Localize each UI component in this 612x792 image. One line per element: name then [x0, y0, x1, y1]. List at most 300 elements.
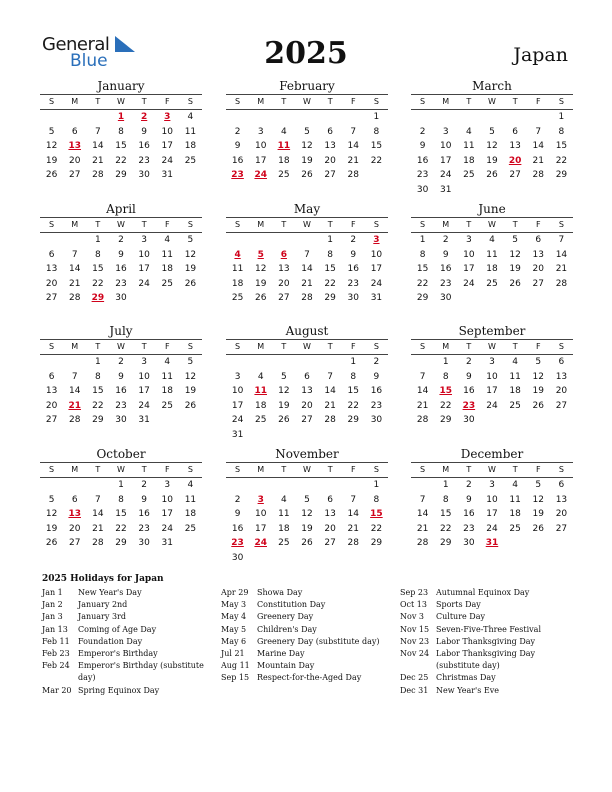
day: 16	[115, 386, 127, 397]
weekday-label: W	[488, 465, 496, 474]
holiday-name: January 3rd	[78, 612, 126, 622]
day: 17	[254, 523, 267, 534]
day: 27	[324, 170, 336, 181]
holiday-date: Dec 31	[400, 685, 429, 695]
weekday-label: W	[488, 342, 496, 351]
day: 22	[324, 278, 336, 289]
day: 20	[555, 509, 568, 520]
day: 16	[138, 141, 150, 152]
day: 3	[141, 235, 147, 245]
day: 5	[48, 494, 55, 505]
day: 19	[45, 155, 58, 166]
day: 11	[161, 249, 173, 260]
weekday-label: F	[164, 465, 170, 474]
empty-cell	[504, 110, 527, 125]
weekday-label: T	[512, 220, 518, 229]
holiday-entry	[400, 636, 575, 648]
day: 23	[347, 278, 359, 289]
day: 6	[71, 494, 78, 505]
day: 14	[92, 141, 104, 152]
holiday-entry	[400, 685, 575, 697]
weekday-label: S	[558, 220, 564, 229]
empty-cell	[295, 355, 318, 370]
day: 30	[463, 538, 475, 549]
day: 10	[161, 126, 173, 137]
day: 11	[184, 126, 197, 137]
holiday-entry	[221, 611, 396, 623]
day: 8	[327, 249, 333, 260]
holiday-name: New Year's Eve	[436, 685, 499, 695]
weekday-header	[411, 94, 573, 110]
day: 9	[442, 249, 449, 260]
holiday-entry	[400, 624, 575, 636]
holiday-name: Mountain Day	[257, 661, 315, 671]
day: 21	[555, 264, 568, 275]
day: 26	[532, 400, 544, 411]
day: 2	[350, 235, 357, 245]
holiday-name: Labor Thanksgiving Day	[436, 636, 536, 646]
weekday-label: W	[488, 220, 496, 229]
day: 11	[278, 509, 290, 520]
weekday-label: W	[303, 342, 311, 351]
weekday-label: F	[350, 342, 356, 351]
day: 3	[164, 480, 171, 490]
day: 18	[231, 278, 244, 289]
day: 6	[558, 357, 565, 367]
empty-cell	[527, 110, 550, 125]
holiday-day: 5	[257, 249, 264, 260]
weekday-label: S	[420, 342, 426, 351]
empty-cell	[63, 110, 86, 125]
day: 28	[68, 293, 81, 304]
month-september	[411, 324, 573, 428]
holiday-entry	[221, 672, 396, 684]
month-name: April	[106, 202, 136, 216]
day: 19	[532, 509, 544, 520]
day: 28	[347, 538, 359, 549]
day: 7	[419, 494, 426, 505]
holiday-date: May 3	[221, 600, 247, 610]
day: 3	[442, 126, 449, 137]
day: 13	[324, 141, 336, 152]
weekday-label: M	[442, 342, 450, 351]
day: 1	[350, 357, 357, 367]
weekday-label: S	[373, 97, 379, 106]
day: 25	[231, 293, 244, 304]
day: 11	[509, 371, 521, 382]
day: 15	[370, 141, 383, 152]
day: 1	[442, 480, 449, 490]
holiday-name: January 2nd	[78, 600, 128, 610]
day: 13	[324, 509, 336, 520]
day: 29	[555, 170, 568, 181]
month-november	[226, 447, 388, 566]
weekday-header	[226, 339, 388, 355]
holiday-name: Coming of Age Day	[78, 624, 157, 634]
day: 26	[532, 523, 544, 534]
weekday-label: M	[71, 342, 79, 351]
weekday-label: T	[466, 97, 472, 106]
day: 9	[350, 249, 357, 260]
day: 2	[234, 126, 241, 137]
day: 30	[439, 293, 452, 304]
day: 29	[347, 415, 359, 426]
month-july	[40, 324, 202, 428]
day: 15	[416, 264, 429, 275]
day: 5	[535, 357, 542, 367]
weekday-label: M	[257, 342, 265, 351]
empty-cell	[295, 110, 318, 125]
holiday-name: Marine Day	[257, 649, 305, 659]
day: 25	[463, 170, 475, 181]
day: 2	[419, 126, 426, 137]
holiday-name: Respect-for-the-Aged Day	[257, 673, 362, 683]
holiday-date: Nov 24	[400, 649, 430, 659]
day: 9	[419, 141, 426, 152]
day: 24	[486, 523, 498, 534]
empty-cell	[272, 355, 295, 370]
month-february	[226, 79, 388, 183]
holidays-title: 2025 Holidays for Japan	[42, 574, 164, 584]
holiday-column	[42, 587, 207, 697]
holiday-entry	[42, 624, 207, 636]
holiday-entry	[42, 660, 207, 684]
holiday-entry	[42, 587, 207, 599]
day: 6	[327, 494, 333, 505]
month-name: May	[293, 202, 321, 216]
day: 18	[486, 264, 498, 275]
weekday-label: W	[303, 220, 311, 229]
holiday-date: Jan 1	[42, 588, 63, 597]
day-grid	[411, 110, 573, 198]
day: 26	[45, 538, 58, 549]
day: 17	[486, 509, 498, 520]
weekday-label: S	[373, 220, 379, 229]
month-march	[411, 79, 573, 198]
day: 12	[301, 141, 313, 152]
day: 10	[370, 249, 383, 260]
day: 25	[509, 400, 521, 411]
day: 19	[486, 155, 498, 166]
month-january	[40, 79, 202, 183]
day: 21	[347, 523, 359, 534]
day-grid	[226, 110, 388, 183]
day: 7	[71, 371, 78, 382]
holiday-date: Mar 20	[42, 685, 72, 695]
day: 21	[416, 523, 429, 534]
empty-cell	[319, 478, 342, 493]
day: 21	[92, 155, 104, 166]
day: 31	[161, 170, 173, 181]
day: 14	[532, 141, 544, 152]
weekday-label: F	[164, 97, 170, 106]
weekday-label: W	[117, 97, 125, 106]
day: 10	[486, 494, 498, 505]
day: 4	[164, 235, 171, 245]
holiday-day: 20	[508, 155, 522, 166]
day: 30	[231, 552, 244, 563]
day: 27	[532, 278, 544, 289]
day: 19	[301, 155, 313, 166]
empty-cell	[295, 233, 318, 248]
weekday-label: S	[187, 220, 193, 229]
holiday-date: Nov 3	[400, 612, 424, 622]
month-april	[40, 202, 202, 306]
holiday-name: Seven-Five-Three Festival	[436, 624, 542, 634]
day-grid	[226, 478, 388, 566]
day: 7	[350, 494, 357, 505]
day: 31	[439, 184, 452, 195]
day: 17	[439, 155, 452, 166]
day: 14	[324, 386, 336, 397]
day: 8	[442, 371, 449, 382]
day: 29	[115, 170, 127, 181]
weekday-label: T	[327, 342, 333, 351]
holiday-date: Jan 3	[42, 612, 63, 622]
weekday-label: F	[350, 465, 356, 474]
holiday-day: 24	[254, 170, 267, 181]
day-grid	[411, 233, 573, 306]
weekday-label: T	[95, 342, 101, 351]
day: 2	[442, 235, 449, 245]
day: 12	[509, 249, 521, 260]
day: 3	[234, 371, 241, 382]
day: 25	[509, 523, 521, 534]
day: 5	[48, 126, 55, 137]
day: 30	[347, 293, 359, 304]
day: 24	[370, 278, 383, 289]
holiday-day: 23	[462, 400, 476, 411]
empty-cell	[40, 355, 63, 370]
day: 12	[278, 386, 290, 397]
day: 9	[234, 509, 241, 520]
day: 31	[161, 538, 173, 549]
holiday-entry	[221, 636, 396, 648]
holiday-date: Nov 23	[400, 636, 430, 646]
day: 16	[370, 386, 383, 397]
day: 25	[161, 278, 173, 289]
holiday-column	[400, 587, 575, 697]
holiday-name: Foundation Day	[78, 636, 143, 646]
day-grid	[226, 233, 388, 306]
day: 15	[92, 386, 104, 397]
day-grid	[411, 355, 573, 428]
empty-cell	[226, 233, 249, 248]
holiday-date: May 6	[221, 636, 247, 646]
holiday-day: 11	[277, 141, 291, 152]
day: 3	[489, 357, 495, 367]
holiday-day: 13	[68, 509, 81, 520]
day: 8	[350, 371, 357, 382]
day: 20	[68, 155, 81, 166]
empty-cell	[411, 355, 434, 370]
month-name: July	[109, 324, 133, 338]
empty-cell	[319, 110, 342, 125]
day: 16	[231, 155, 244, 166]
holiday-day: 24	[254, 538, 267, 549]
day: 15	[555, 141, 568, 152]
day: 6	[48, 249, 55, 260]
day: 14	[347, 509, 359, 520]
day: 15	[439, 509, 452, 520]
empty-cell	[342, 478, 365, 493]
day: 5	[187, 357, 194, 367]
holiday-day: 23	[231, 170, 244, 181]
day: 3	[465, 235, 472, 245]
weekday-label: T	[327, 220, 333, 229]
day: 4	[512, 357, 518, 367]
weekday-label: F	[350, 97, 356, 106]
empty-cell	[40, 233, 63, 248]
day: 20	[324, 155, 336, 166]
empty-cell	[249, 233, 272, 248]
weekday-label: S	[420, 465, 426, 474]
day: 17	[161, 509, 173, 520]
holiday-day: 23	[231, 538, 244, 549]
day: 27	[509, 170, 521, 181]
day: 27	[301, 415, 313, 426]
day: 5	[489, 126, 495, 137]
empty-cell	[63, 355, 86, 370]
weekday-label: W	[117, 342, 125, 351]
weekday-label: T	[141, 342, 147, 351]
day: 28	[301, 293, 313, 304]
day: 10	[138, 371, 150, 382]
holiday-entry	[221, 648, 396, 660]
holiday-name: Spring Equinox Day	[78, 685, 160, 695]
weekday-label: M	[257, 97, 265, 106]
day: 23	[416, 170, 429, 181]
day: 8	[118, 494, 124, 505]
day: 28	[324, 415, 336, 426]
month-name: October	[96, 447, 146, 461]
day: 13	[555, 494, 568, 505]
weekday-label: T	[281, 465, 287, 474]
day: 26	[509, 278, 521, 289]
day: 29	[439, 415, 452, 426]
day: 18	[254, 400, 267, 411]
empty-cell	[480, 110, 503, 125]
day: 14	[68, 264, 81, 275]
day-grid	[411, 478, 573, 551]
day: 20	[278, 278, 290, 289]
day: 25	[278, 538, 290, 549]
holiday-name: Constitution Day	[257, 600, 326, 610]
day: 25	[184, 155, 197, 166]
day: 5	[304, 126, 310, 137]
day: 2	[118, 235, 124, 245]
holiday-day: 31	[485, 538, 499, 549]
day: 30	[463, 415, 475, 426]
holiday-date: May 4	[221, 612, 247, 622]
day: 20	[68, 523, 81, 534]
weekday-header	[40, 339, 202, 355]
empty-cell	[40, 110, 63, 125]
day: 14	[347, 141, 359, 152]
empty-cell	[226, 355, 249, 370]
weekday-label: S	[373, 342, 379, 351]
day: 4	[465, 126, 472, 137]
holiday-date: Apr 29	[221, 588, 249, 597]
empty-cell	[434, 110, 457, 125]
day: 13	[555, 371, 568, 382]
day: 12	[45, 509, 58, 520]
holiday-name: Sports Day	[436, 600, 481, 610]
day: 13	[509, 141, 521, 152]
empty-cell	[342, 110, 365, 125]
holiday-day: 11	[254, 386, 267, 397]
day: 17	[463, 264, 475, 275]
day: 25	[184, 523, 197, 534]
day: 8	[419, 249, 426, 260]
day: 30	[370, 415, 383, 426]
weekday-label: W	[488, 97, 496, 106]
day: 22	[347, 400, 359, 411]
day: 9	[234, 141, 241, 152]
weekday-label: F	[535, 220, 541, 229]
empty-cell	[272, 233, 295, 248]
day: 22	[555, 155, 568, 166]
day: 17	[486, 386, 498, 397]
day: 31	[138, 415, 150, 426]
weekday-label: T	[141, 97, 147, 106]
day: 23	[138, 523, 150, 534]
month-name: September	[458, 324, 526, 338]
holiday-name: Children's Day	[257, 624, 317, 634]
day: 12	[184, 249, 197, 260]
day: 11	[463, 141, 475, 152]
month-name: February	[279, 79, 335, 93]
weekday-label: W	[117, 465, 125, 474]
weekday-label: T	[141, 465, 147, 474]
day: 9	[118, 249, 124, 260]
holiday-name: Emperor's Birthday	[78, 649, 158, 659]
weekday-label: S	[420, 97, 426, 106]
day: 13	[278, 264, 290, 275]
day: 20	[532, 264, 544, 275]
weekday-label: S	[187, 97, 193, 106]
weekday-label: T	[141, 220, 147, 229]
day: 16	[463, 509, 475, 520]
day: 30	[115, 293, 127, 304]
day: 14	[301, 264, 313, 275]
day: 17	[254, 155, 267, 166]
empty-cell	[249, 355, 272, 370]
day: 26	[45, 170, 58, 181]
day: 29	[92, 415, 104, 426]
day: 30	[115, 415, 127, 426]
day: 16	[115, 264, 127, 275]
day: 31	[231, 429, 244, 440]
holiday-date: Aug 11	[221, 661, 250, 671]
page-title-year: 2025	[264, 36, 348, 71]
day: 12	[45, 141, 58, 152]
day: 11	[231, 264, 244, 275]
weekday-label: S	[49, 220, 55, 229]
day: 25	[254, 415, 267, 426]
weekday-label: S	[235, 220, 241, 229]
weekday-label: F	[164, 342, 170, 351]
day: 5	[187, 235, 194, 245]
day: 20	[301, 400, 313, 411]
day: 22	[92, 278, 104, 289]
holiday-name: Greenery Day	[257, 612, 314, 622]
day: 13	[532, 249, 544, 260]
day: 15	[115, 141, 127, 152]
day: 7	[94, 126, 101, 137]
day: 12	[532, 494, 544, 505]
weekday-header	[40, 462, 202, 478]
